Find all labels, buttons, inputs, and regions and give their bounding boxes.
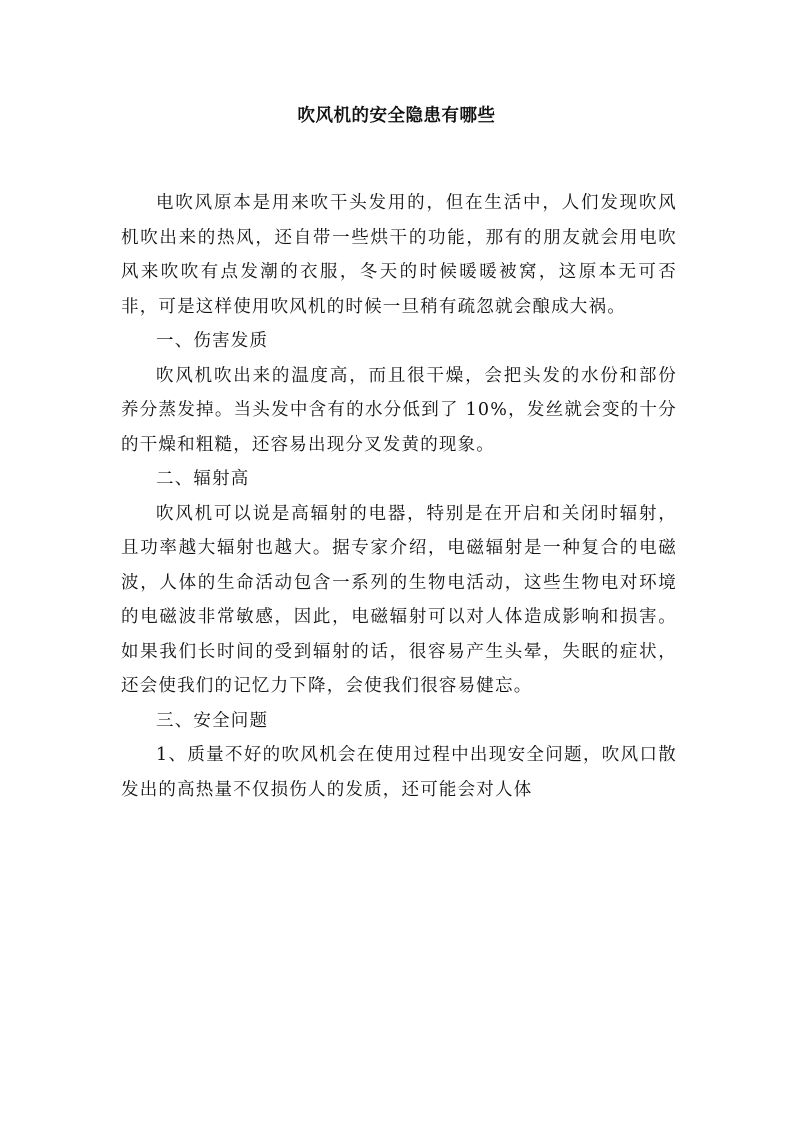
section-heading-safety: 三、安全问题 [156, 710, 269, 731]
section-heading-radiation: 二、辐射高 [156, 469, 250, 489]
safety-paragraph: 1、质量不好的吹风机会在使用过程中出现安全问题，吹风口散发出的高热量不仅损伤人的发质，还可能会对人体 [121, 745, 677, 800]
document-title: 吹风机的安全隐患有哪些 [297, 106, 496, 126]
document-body [121, 186, 677, 807]
hair-damage-paragraph: 吹风机吹出来的温度高，而且很干燥，会把头发的水份和部份养分蒸发掉。当头发中含有的水分低到了 10%，发丝就会变的十分的干燥和粗糙，还容易出现分叉发黄的现象。 [121, 365, 677, 455]
section-heading-hair-damage: 一、伤害发质 [156, 331, 269, 351]
radiation-paragraph: 吹风机可以说是高辐射的电器，特别是在开启和关闭时辐射，且功率越大辐射也越大。据专家介绍，电磁辐射是一种复合的电磁波，人体的生命活动包含一系列的生物电活动，这些生物电对环境的电磁波非常敏感，因此，电磁辐射可以对人体造成影响和损害。如果我们长时间的受到辐射的话，很容易产生头晕，失眠的症状，还会使我们的记忆力下降，会使我们很容易健忘。 [121, 503, 677, 696]
intro-paragraph: 电吹风原本是用来吹干头发用的，但在生活中，人们发现吹风机吹出来的热风，还自带一些烘干的功能，那有的朋友就会用电吹风来吹吹有点发潮的衣服，冬天的时候暖暖被窝，这原本无可否非，可是这样使用吹风机的时候一旦稍有疏忽就会酿成大祸。 [121, 193, 677, 317]
